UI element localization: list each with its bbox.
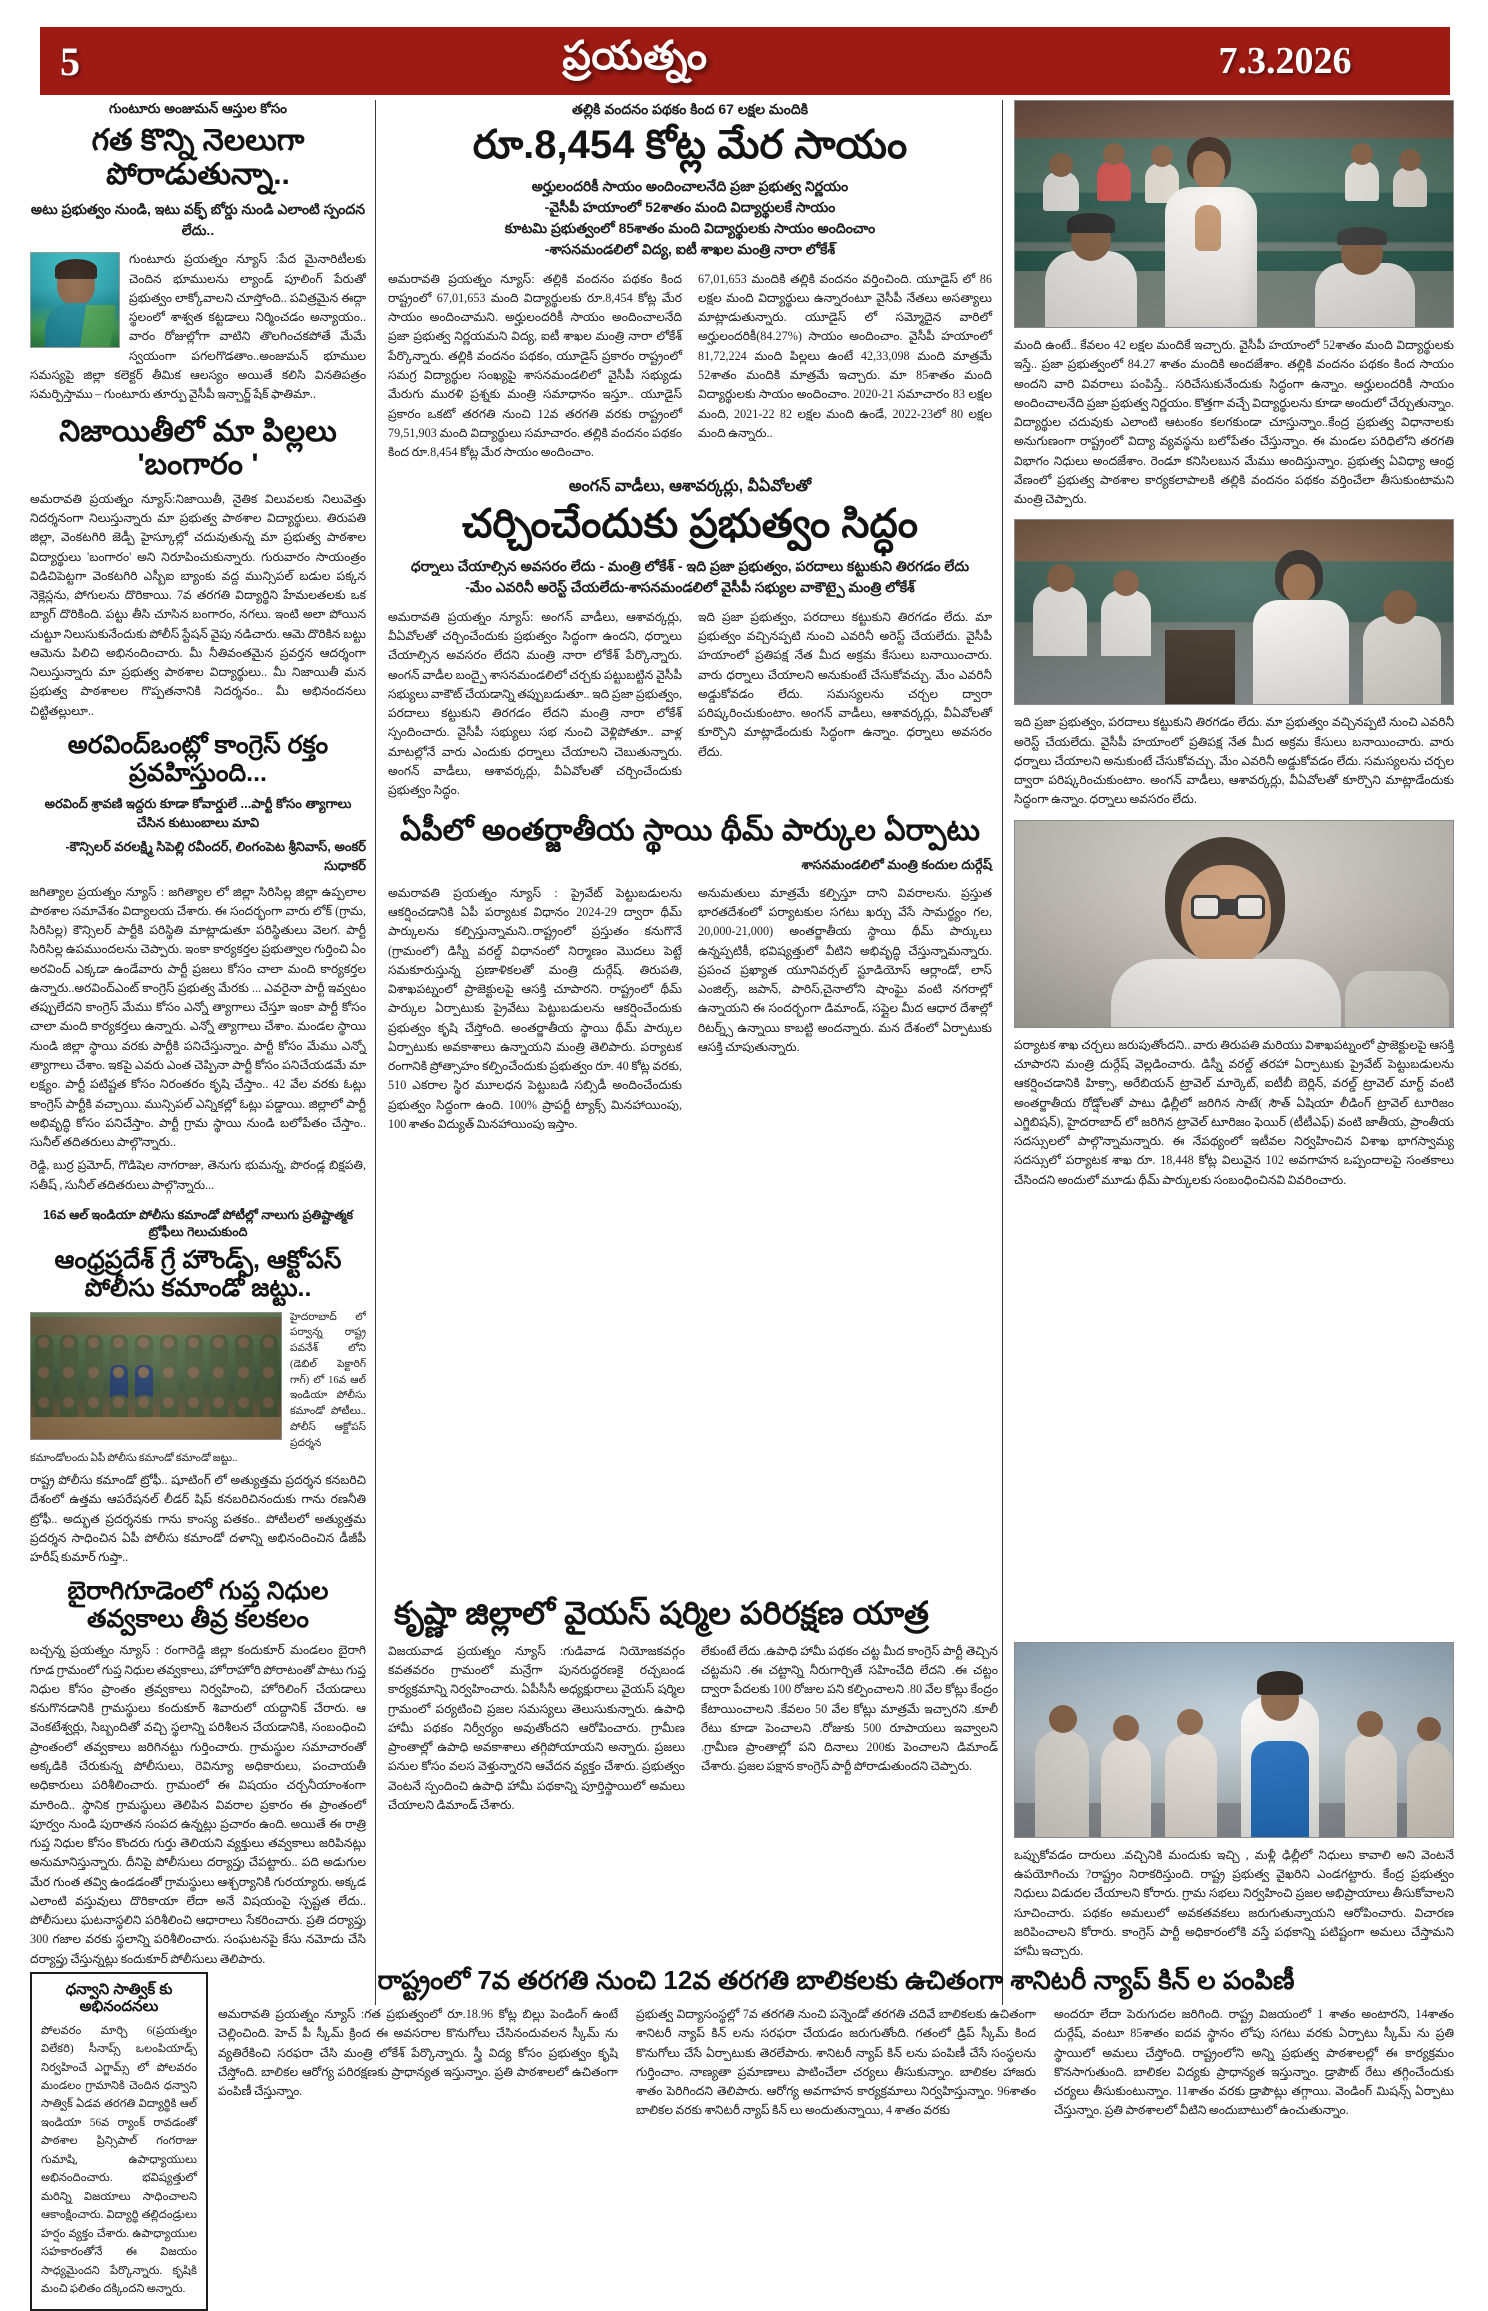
portrait-photo-minister [1014, 820, 1454, 1028]
article-headline: ఆంధ్రప్రదేశ్ గ్రే హౌండ్స్, ఆక్టోపస్ పోలీసు కమాండో జట్టు.. [54, 1245, 342, 1302]
article-body-col-3: పర్యాటక శాఖ చర్చలు జరుపుతోందని.. వారు తిరుపతి మరియు విశాఖపట్నంలో ప్రాజెక్టులపై ఆసక్తి చూపారని మంత్రి దుర్గేష్ వెల్లడించారు. డిస్నీ వరల్డ్ తరహా ఏర్పాటుకు ప్రైవేట్ పెట్టుబడులను ఆకర్షించడానికి హిక్సా, అరేబియన్ ట్రావెల్ మార్కెట్, ఐటీబీ బెర్లిన్, వరల్డ్ ట్రావెల్ మార్ట్ వంటి అంతర్జాతీయ రోడ్షోలతో పాటు ఢిల్లీలో జరిగిన సాటే( సౌత్ ఏషియా లీడింగ్ ట్రావెల్ టూరిజం ఎగ్జిబిషన్), హైదరాబాద్ లో జరిగిన ట్రావెల్ టూరిజం ఫెయిర్ (టీటీఎఫ్) వంటి జాతీయ, ప్రాంతీయ సదస్సులలో పాల్గొన్నామన్నారు. ఈ నేపథ్యంలో ఇటీవల నిర్వహించిన విశాఖ భాగస్వామ్య సదస్సులో పర్యాటక శాఖ రూ. 18,448 కోట్ల విలువైన 102 అవగాహన ఒప్పందాలపై సంతకాలు చేసిందని అందులో మూడు థీమ్ పార్కులకు సంబంధించినవి వివరించారు. [1014, 1037, 1454, 1187]
article-dhanvani-box [30, 1972, 208, 2311]
article-kicker: గుంటూరు అంజుమన్ ఆస్తుల కోసం [108, 101, 288, 116]
right-column [1014, 100, 1454, 1190]
article-body-col-1: అమరావతి ప్రయత్నం న్యూస్ :గత ప్రభుత్వంలో రూ.18.96 కోట్ల బిల్లు పెండింగ్ ఉంటే చెల్లించింది. హెచ్ పీ స్కీమ్ క్రింద ఈ అవసరాల కొనుగోలు చేసినందువలన స్కీమ్ ను వ్యతిరేకించి సరఫరా చేసి మంత్రి లోకేశ్ పేర్కొన్నారు. స్త్రీ విద్య కోసం ప్రభుత్వం కృషి చేస్తోంది. బాలికల ఆరోగ్య పరిరక్షణకు ప్రాధాన్యత ఇస్తున్నాం. ప్రతి పాఠశాలలో ఉచితంగా పంపిణీ చేస్తున్నాం. [218, 2007, 618, 2099]
center-column [388, 100, 992, 1134]
article-body-col-1: అమరావతి ప్రయత్నం న్యూస్ : ప్రైవేట్ పెట్టుబడులను ఆకర్షించడానికి ఏపీ పర్యాటక విధానం 2024-29 ద్వారా థీమ్ పార్కులను కల్పిస్తున్నామని..రాష్ట్రంలో ప్రస్తుతం కనుగొనే (గ్రామంలో) డిస్నీ వరల్డ్ విధానంలో నిర్మాణం మొదలు పెట్టే సమకూరుస్తున్న ప్రణాళికలతో మంత్రి దుర్గేష్. తిరుపతి, విశాఖపట్నంలో ప్రాజెక్టులపై ఆసక్తి చూపారని. రాష్ట్రంలో థీమ్ పార్కుల ఏర్పాటుకు ప్రైవేటు పెట్టుబడులను ఆకర్షించేందుకు ప్రభుత్వం కృషి చేస్తోంది. అంతర్జాతీయ స్థాయి థీమ్ పార్కుల ఏర్పాటుకు అవకాశాలు ఉన్నాయని మంత్రి తెలిపారు. పర్యాటక రంగానికి ప్రోత్సాహం కల్పించేందుకు ప్రభుత్వం రూ. 40 కోట్ల వరకు, 510 ఎకరాల స్థిర మూలధన పెట్టుబడి సబ్సిడీ అందించేందుకు ప్రభుత్వం సిద్ధంగా ఉంది. 100% ప్రాపర్టీ ట్యాక్స్ మినహాయింపు, 100 శాతం విద్యుత్ మినహాయింపు ఇస్తాం. [388, 885, 682, 1132]
article-subhead: అటు ప్రభుత్వం నుండి, ఇటు వక్ఫ్ బోర్డు నుండి ఎలాంటి స్పందన లేదు.. [30, 201, 366, 239]
article-subhead-2: -మేం ఎవరినీ అరెస్ట్ చేయలేదు-శాసనమండలిలో వైసీపీ సభ్యుల వాకౌట్పై మంత్రి లోకేశ్ [465, 578, 915, 595]
masthead [40, 27, 1450, 95]
rally-photo-sharmila [1014, 1642, 1454, 1838]
article-subhead: అరవింద్ శ్రావణి ఇద్దరు కూడా కోవార్డులే ...పార్టీ కోసం త్యాగాలు చేసిన కుటుంబాలు మావి [44, 795, 352, 831]
article-headline: గత కొన్ని నెలలుగా పోరాడుతున్నా.. [91, 124, 305, 191]
article-body: గుంటూరు ప్రయత్నం న్యూస్ :పేద మైనారిటీలకు చెందిన భూములను ల్యాండ్ పూలింగ్ పేరుతో ప్రభుత్వం లాక్కోవాలని చూస్తోంది.. పవిత్రమైన ఈద్గా స్థలంలో శాశ్వత కట్టడాలు నిర్మించడం అన్యాయం.. వారం రోజుల్లోగా వాటిని తొలగించకపోతే మేమే స్వయంగా పగలగొడతాం..అంజుమన్ భూముల సమస్యపై జిల్లా కలెక్టర్ తీమిక ఆలస్యం అయితే కలిసి వినతిపత్రం సమర్పిస్తాము – గుంటూరు తూర్పు వైసీపీ ఇన్చార్జ్ షేక్ ఫాతిమా.. [30, 252, 366, 402]
article-headline: అరవింద్ఒంట్లో కాంగ్రెస్ రక్తం ప్రవహిస్తుంది... [67, 730, 329, 787]
article-kicker: అంగన్ వాడీలు, ఆశావర్కర్లు, వీఏవోలతో [568, 478, 812, 496]
article-body-col-3: మంది ఉంటే.. కేవలం 42 లక్షల మందికే ఇచ్చారు. వైసీపీ హయాంలో 52శాతం మంది విద్యార్థులకు ఇస్తే.. ప్రజా ప్రభుత్వంలో 84.27 శాతం మందికి అందజేశాం. తల్లికి వందనం పథకం కింద సాయం అందని వారి వివరాలు పంపిస్తే.. సరిచేసుకునేందుకు సిద్ధంగా ఉన్నాం. అర్హులందరికీ సాయం అందించాలనేది ప్రజా ప్రభుత్వ నిర్ణయం. కొత్తగా వచ్చే విద్యార్థులను కూడా అందులో చేర్చుతున్నాం. విద్యార్థుల చదువుకు ఎలాంటి ఆటంకం కలగకుండా చూస్తున్నాం..కేంద్ర ప్రభుత్వ విధానాలకు అనుగుణంగా రాష్ట్రంలో విద్యా వ్యవస్థను బలోపేతం చేస్తున్నాం. ఈ మండల పరిధిలోని తరగతి విభాగం నిధులు అందజేశాం. రెండూ కనిసిలబున మేము అందిస్తున్నాం. ప్రభుత్వ ఏవిధ్యా ఆంధ్ర వేణంలో ప్రభుత్వ పాఠశాల కార్యకలాపాలకి తల్లికి వందనం పథకం వర్తించేలా తీసుకుంటామని మంత్రి చెప్పారు. [1014, 338, 1454, 507]
article-byline: -కౌన్సిలర్ వరలక్ష్మి సిపెల్లి రవీందర్, లింగంపెట శ్రీనివాస్, అంకర్ సుధాకర్ [65, 838, 366, 873]
article-body: పోలవరం మార్చి 6(ప్రయత్నం విలేకరి) సీనాప్స్ ఒలంపియాడ్స్ నిర్వహించే ఎగ్జామ్స్ లో పోలవరం మండలం గ్రామానికి చెందిన ధన్వాని సాత్విక్ ఏడవ తరగతి విద్యార్థికి ఆల్ ఇండియా 56వ ర్యాంక్ రావడంతో పాఠశాల ప్రిన్సిపాల్ గంగరాజు గుమాషి, ఉపాధ్యాయులు అభినందించారు. భవిష్యత్తులో మరిన్ని విజయాలు సాధించాలని ఆకాంక్షించారు. విద్యార్థి తల్లిదండ్రులు హర్షం వ్యక్తం చేశారు. ఉపాధ్యాయుల సహకారంతోనే ఈ విజయం సాధ్యమైందని పేర్కొన్నారు. కృషికి మంచి ఫలితం దక్కిందని అన్నారు. [41, 2024, 197, 2296]
article-subhead-1: ధర్నాలు చేయాల్సిన అవసరం లేదు - మంత్రి లోకేశ్ - ఇది ప్రజా ప్రభుత్వం, పరదాలు కట్టుకుని తిరగడం లేదు [410, 557, 970, 574]
article-headline: రాష్ట్రంలో 7వ తరగతి నుంచి 12వ తరగతి బాలికలకు ఉచితంగా శానిటరీ న్యాప్ కిన్ ల పంపిణీ [377, 1965, 1295, 1995]
assembly-photo-speaker [1014, 519, 1454, 705]
article-headline: బైరాగిగూడెంలో గుప్త నిధుల తవ్వకాలు తీవ్ర కలకలం [67, 1577, 329, 1634]
article-body-col-3: ఇది ప్రజా ప్రభుత్వం, పరదాలు కట్టుకుని తిరగడం లేదు. మా ప్రభుత్వం వచ్చినప్పటి నుంచి ఎవరినీ అరెస్ట్ చేయలేదు. వైసీపీ హయాంలో ప్రతిపక్ష నేత మీద అక్రమ కేసులు బనాయించారు. వారు ధర్నాలు చేయాలని అనుకుంటే చేసుకోవచ్చు. మేం ఎవరినీ అడ్డుకోవడం లేదు. సమస్యలను చర్చల ద్వారా పరిష్కరించుకుంటాం. అంగన్ వాడీలు, ఆశావర్కర్లు, వీఏవోలతో కూర్చొని మాట్లాడేందుకు సిద్ధంగా ఉన్నాం. ధర్నాలు అవసరం లేదు. [1014, 715, 1454, 807]
article-headline: కృష్ణా జిల్లాలో వైయస్ షర్మిల పరిరక్షణ యాత్ర [394, 1595, 929, 1631]
article-kicker: తల్లికి వందనం పథకం కింద 67 లక్షల మందికి [571, 101, 809, 117]
article-subhead-3: కూటమి ప్రభుత్వంలో 85శాతం మంది విద్యార్థులకు సాయం అందించాం [504, 219, 876, 236]
portrait-photo-fatima [30, 252, 120, 348]
article-subhead: శాసనమండలిలో మంత్రి కందుల దుర్గేష్ [801, 856, 992, 872]
article-body-col-2: లేకుంటే లేదు .ఉపాధి హామీ పథకం చట్ట మీద కాంగ్రెస్ పార్టీ తెచ్చిన చట్టమని .ఈ చట్టాన్ని నీరుగార్చితే సహించేది లేదని .ఈ చట్టం ద్వారా పేదలకు 100 రోజుల పని కల్పించాలని .80 వేల కోట్లు కేంద్రం కేటాయించాలని .కేవలం 50 వేల కోట్లు మాత్రమే ఇచ్చారని .కూలీ రేటు కూడా పెంచాలని .రోజుకు 500 రూపాయలు ఇవ్వాలని .గ్రామీణ ప్రాంతాల్లో పని దినాలు 200కు పెంచాలని డిమాండ్ చేశారు. ప్రజల పక్షాన కాంగ్రెస్ పార్టీ పోరాడుతుందని చెప్పారు. [701, 1643, 998, 1774]
article-guntur-anjuman [30, 100, 366, 405]
article-sanitary-napkins [218, 1966, 1454, 2121]
article-body: అమరావతి ప్రయత్నం న్యూస్:నిజాయితీ, నైతిక విలువలకు నిలువెత్తు నిదర్శనంగా నిలుస్తున్నారు మా ప్రభుత్వ పాఠశాల విద్యార్థులు. తిరుపతి జిల్లా, వెంకటగిరి జెడ్పీ హైస్కూల్లో చదువుతున్న మా ప్రభుత్వ పాఠశాల విద్యార్థులు 'బంగారం' అని నిరూపించుకున్నారు. గురువారం సాయంత్రం విడిచిపెట్టగా వెంకటగిరి ఎస్బీఐ బ్యాంకు వద్ద మున్సిపల్ బడుల పక్కన నెక్లెస్లను, పోగులను దొరికాయి. 7వ తరగతి విద్యార్థిని హేమలతలకు ఒక బ్యాగ్ దొరికింది. పట్టు తీసి చూసిన బంగారం, నగలు. ఇంటి అలా పోయిన చుట్టూ నిలుసుకునేందుకు పోలీస్ స్టేషన్ వైపు నడిచారు. ఆమె దొరికిన బట్టు ఆమెను పిలిచి అభినందించారు. మీ నీతివంతమైన ప్రవర్తన ఆదర్శంగా నిలుస్తున్నారు మా ప్రభుత్వ పాఠశాల విద్యార్థులు.. మీ నిజాయితీ మన ప్రభుత్వ పాఠశాలల గొప్పతనానికి నిదర్శనం.. మీ అభినందనలు చిట్టితల్లులూ.. [30, 491, 366, 718]
newspaper-title: ప్రయత్నం [562, 33, 708, 78]
article-body-col-2: అనుమతులు మాత్రమే కల్పిస్తూ దాని వివరాలను. ప్రస్తుత భారతదేశంలో పర్యాటకుల సగటు ఖర్చు వేసే సామర్థ్యం గల, 20,000-21,000) అంతర్జాతీయ స్థాయి థీమ్ పార్కులు ఉన్నప్పటికీ, భవిష్యత్తులో వీటిని అభివృద్ధి చేస్తున్నామన్నారు. ప్రపంచ ప్రఖ్యాత యూనివర్సల్ స్టూడియోస్ ఆర్లాండో, లాస్ ఎంజిల్స్, జపాన్, పారిస్,చైనాలోని షాంఘై వంటి నగరాల్లో ఉన్నాయని ఈ సందర్భంగా డిమాండ్, సప్లైల మీద ఆధార దేశాల్లో రిటర్న్స్ ఉన్నాయి కాబట్టి అందన్నారు. మన దేశంలో ఏర్పాటుకు ఆసక్తి చూపుతున్నారు. [698, 885, 992, 1054]
article-greyhounds [30, 1207, 366, 1568]
group-photo-commando-team [30, 1312, 282, 1440]
article-body-col-2: ప్రభుత్వ విద్యాసంస్థల్లో 7వ తరగతి నుంచి పన్నెండో తరగతి చదివే బాలికలకు ఉచితంగా శానిటరీ న్యాప్ కిన్ లను సరఫరా చేయడం జరుగుతోంది. గతంలో డ్రిప్ స్కీమ్ కింద కొనుగోలు చేసే ఏర్పాటుకు తెరలేపారు. శానిటరీ న్యాప్ కిన్ లను పంపిణీ చేసే సంస్థలను గుర్తించాం. నాణ్యతా ప్రమాణాలు పాటించేలా చర్యలు తీసుకున్నాం. బాలికల హాజరు శాతం పెరిగిందని తెలిపారు. ఆరోగ్య అవగాహన కార్యక్రమాలు నిర్వహిస్తున్నాం. 96శాతం బాలికల వరకు శానిటరీ న్యాప్ కిన్ లు అందుతున్నాయి, 4 శాతం వరకు [636, 2007, 1036, 2118]
article-theme-parks [388, 814, 992, 1134]
article-headline: రూ.8,454 కోట్ల మేర సాయం [472, 122, 908, 167]
article-headline: ఏపీలో అంతర్జాతీయ స్థాయి థీమ్ పార్కుల ఏర్పాటు [399, 814, 981, 848]
article-bairagigudem [30, 1577, 366, 1969]
article-anganwadi [388, 476, 992, 800]
article-body-col-3: ఒప్పుకోవడం దారులు .వచ్చినికి మందుకు ఇచ్చి , మళ్లీ ఢిల్లీలో నిధులు కావాలి అని వెంటనే ఉపయోగించు ?రాష్ట్రం నిరాకరిస్తుంది. రాష్ట్ర ప్రభుత్వ వైఖరిని ఎండగట్టారు. కేంద్ర ప్రభుత్వం నిధులు విడుదల చేయాలని కోరారు. గ్రామ సభలు నిర్వహించి ప్రజల అభిప్రాయాలు తీసుకోవాలని సూచించారు. పథకం అమలులో అవకతవకలు జరుగుతున్నాయని ఆరోపించారు. విచారణ జరిపించాలని కోరారు. కాంగ్రెస్ పార్టీ అధికారంలోకి వస్తే పథకాన్ని పటిష్టంగా అమలు చేస్తామని హామీ ఇచ్చారు. [1014, 1847, 1454, 1959]
article-sharmila [388, 1596, 1454, 1961]
page-number: 5 [60, 38, 80, 84]
article-subhead-4: -శాసనమండలిలో విద్య, ఐటీ శాఖల మంత్రి నారా లోకేశ్ [544, 240, 836, 257]
article-headline: ధన్వాని సాత్విక్ కు అభినందనలు [65, 1981, 173, 2015]
publication-date: 7.3.2026 [1218, 40, 1352, 82]
article-aravind-congress [30, 731, 366, 1195]
article-nijayathi [30, 415, 366, 721]
article-body-col-2: ఇది ప్రజా ప్రభుత్వం, పరదాలు కట్టుకుని తిరగడం లేదు. మా ప్రభుత్వం వచ్చినప్పటి నుంచి ఎవరినీ అరెస్ట్ చేయలేదు. వైసీపీ హయాంలో ప్రతిపక్ష నేత మీద అక్రమ కేసులు బనాయించారు. వారు ధర్నాలు చేయాలని అనుకుంటే చేసుకోవచ్చు. మేం ఎవరినీ అడ్డుకోవడం లేదు. సమస్యలను చర్చల ద్వారా పరిష్కరించుకుంటాం. అంగన్ వాడీలు, ఆశావర్కర్లు, వీఏవోలతో కూర్చొని మాట్లాడేందుకు సిద్ధంగా ఉన్నాం. ధర్నాలు అవసరం లేదు. [698, 609, 992, 759]
article-headline: నిజాయితీలో మా పిల్లలు 'బంగారం ' [59, 414, 337, 482]
photo-side-caption: హైదరాబాద్ లో పర్వాన్న రాష్ట్ర పవనేశ్ లోని (డెబిల్ పెక్టారిగ్ గాగ్) లో 16వ ఆల్ ఇండియా పోలీసు కమాండో పోటీలు.. పోలీస్ ఆక్టోపస్ ప్రదర్శన కమాండోలందు ఏపీ పోలీసు కమాండో కమాండో జట్టు.. [30, 1311, 366, 1465]
left-column [30, 100, 366, 1969]
article-thalliki-vandanam [388, 100, 992, 462]
article-body: జగిత్యాల ప్రయత్నం న్యూస్ : జగిత్యాల లో జిల్లా సిరిసిల్ల జిల్లా ఉప్పలాల పాఠశాల సమావేశం విద్యాలయ చేశారు. ఈ సందర్భంగా వారు లోక్ (గ్రామ, సిరిసిల్ల) కౌన్సిలర్ పార్టీకి పరిస్థితి మాట్లాడుతూ పరిస్థితులు వెలగ. పార్టీ సిరిసిల్ల ఉపముందలను చెప్పారు. ఇంకా కార్యకర్తల ప్రభుత్వాల గుర్తించి ఏం అరవింద్ ఎక్కడా ఉండేవారు పార్టీ ప్రజలు కోసం చాలా మంది కార్యకర్తల ఉన్నారు..అరవింద్ఎంట్ కాంగ్రెస్ ప్రభుత్వ మేరకు ... ఎవరైనా పార్టీ ఇవ్వటం తప్పులేదని కాంగ్రెస్ మేము కోసం ఎన్నో త్యాగాలు చేస్తూ ఇంకా పార్టీ కోసం చాలా మంది కార్యకర్తలు ఉన్నారు. ఎన్నో త్యాగాలు చేశాం. మండల స్థాయి నుండి జిల్లా స్థాయి వరకు పార్టీకి పనిచేస్తున్నాం. పార్టీ కోసం మేము ఎన్నో త్యాగాలు చేశాం. ఇకపై ఎవరు ఎంత చెప్పినా పార్టీ కోసం పనిచేయడమే మా లక్ష్యం. పార్టీ పటిష్టత కోసం నిరంతరం కృషి చేస్తాం.. 42 వేల వరకు ఓట్లు కాంగ్రెస్ పార్టీకి వచ్చాయి. మున్సిపల్ ఎన్నికల్లో ఓట్లు పడ్డాయి. జిల్లాలో పార్టీ అభివృద్ధి కోసం పనిచేస్తాం. పార్టీ గ్రామ స్థాయి నుండి బలోపేతం చేస్తాం.. సునీల్ తదితరులు పాల్గొన్నారు.. [30, 884, 366, 1150]
article-body: రాష్ట్ర పోలీసు కమాండో ట్రోఫీ.. షూటింగ్ లో అత్యుత్తమ ప్రదర్శన కనబరిచి దేశంలో ఉత్తమ ఆపరేషనల్ లీడర్ షిప్ కనబరిచినందుకు గాను రణనీతి ట్రోఫీ.. అద్భుత ప్రదర్శనకు గాను కాంస్య పతకం.. పోటీలలో అత్యుత్తమ ప్రదర్శన సాధించిన ఏపీ పోలీసు కమాండో దళాన్ని అభినందించిన డీజీపీ హరీష్ కుమార్ గుప్తా.. [30, 1473, 366, 1565]
column-rule-1 [375, 100, 376, 2005]
article-body: బచ్చన్న ప్రయత్నం న్యూస్ : రంగారెడ్డి జిల్లా కందుకూర్ మండలం బైరాగి గూడ గ్రామంలో గుప్త నిధుల తవ్వకాలు, హోరాహోరి పోరాటంతో పాటు గుప్త నిధుల కోసం ప్రాంతం త్రవ్వకాలు నిర్వహించి, హోరిలింగ్ చేయడాలు కనుగొనడానికి గ్రామస్థులు కందుకూర్ శివారులో యద్దానిక్ చేరారు. ఆ వెంకటేశ్వర్లు, సిబ్బందితో వచ్చి స్థలాన్ని పరిశీలన చేయడానికి, సంబంధించి ప్రాంతంలో తవ్వకాలు జరిగినట్టు గుర్తించారు. గ్రామస్థుల సమాచారంతో అక్కడికి చేరుకున్న పోలీసులు, రెవిన్యూ అధికారులు, పంచాయతీ అధికారులు పరిశీలించారు. గ్రామంలో ఈ విషయం చర్చనీయాంశంగా మారింది.. స్థానిక గ్రామస్థులు తెలిపిన వివరాల ప్రకారం ఈ ప్రాంతంలో పూర్వం నుండి పురాతన సంపద ఉన్నట్లు ప్రచారం ఉంది. అయితే ఈ రాత్రి గుప్త నిధుల కోసం కొందరు గుర్తు తెలియని వ్యక్తులు తవ్వకాలు జరిపినట్లు అనుమానిస్తున్నారు. దీనిపై పోలీసులు దర్యాప్తు చేపట్టారు.. పది అడుగుల మేర గుంత తవ్వి ఉండడంతో గ్రామస్థులు ఆశ్చర్యానికి గురయ్యారు. అక్కడ ఎలాంటి వస్తువులు దొరికాయా లేదా అనే విషయంపై స్పష్టత లేదు.. పోలీసులు ఘటనాస్థలిని పరిశీలించి ఆధారాలు సేకరించారు. ప్రతి దర్యాప్తు 300 గజాల వరకు స్థలాన్ని పరిశీలించారు. సంఘటనపై కేసు నమోదు చేసి దర్యాప్తు చేస్తున్నట్లు కందుకూర్ పోలీసులు తెలిపారు. [30, 1643, 366, 1966]
assembly-photo-lokesh [1014, 100, 1454, 328]
article-body-continued: రెడ్డి, బుర్ర ప్రమోద్, గొడిషెల నాగరాజు, తెనుగు భుమన్న, పొరండ్ల బిక్షపతి, సతీష్ , సునీల్ తదితరులు పాల్గొన్నారు... [30, 1158, 366, 1192]
article-kicker: 16వ ఆల్ ఇండియా పోలీసు కమాండో పోటీల్లో నాలుగు ప్రతిష్టాత్మక ట్రోఫీలు గెలుచుకుంది [42, 1207, 354, 1239]
article-subhead-2: -వైసీపీ హయాంలో 52శాతం మంది విద్యార్థులకే సాయం [544, 198, 836, 215]
article-headline: చర్చించేందుకు ప్రభుత్వం సిద్ధం [462, 501, 918, 546]
article-body-col-1: అమరావతి ప్రయత్నం న్యూస్: తల్లికి వందనం పథకం కింద రాష్ట్రంలో 67,01,653 మంది విద్యార్థులకు రూ.8,454 కోట్ల మేర సాయం అందించామని. అర్హులందరికీ సాయం అందించాలనేది ప్రజా ప్రభుత్వ నిర్ణయమని విద్య, ఐటీ శాఖల మంత్రి నారా లోకేశ్ పేర్కొన్నారు. తల్లికి వందనం పథకం, యూడైస్ ప్రకారం రాష్ట్రంలో సమగ్ర విద్యార్థుల సంఖ్యపై శాసనమండలిలో వైసీపీ సభ్యుడు మేరుగు మురళి ప్రశ్నకు మంత్రి సమాధానం ఇస్తూ.. యూడైస్ ప్రకారం ఒకటో తరగతి నుంచి 12వ తరగతి వరకు రాష్ట్రంలో 79,51,903 మంది విద్యార్థులు సమాచారం. తల్లికి వందనం పథకం కింద రూ.8,454 కోట్ల మేర సాయం అందించాం. [388, 271, 682, 460]
article-body-col-2: 67,01,653 మందికి తల్లికి వందనం వర్తించింది. యూడైస్ లో 86 లక్షల మంది విద్యార్థులు ఉన్నారంటూ వైసీపీ నేతలు అసత్యాలు మాట్లాడుతున్నారు. యూడైస్ లో సమ్మోదైన వారిలో అర్హులందరికీ(84.27%) సాయం అందించాం. వైసీపీ హయాంలో 81,72,224 మంది పిల్లలు ఉంటే 42,33,098 మంది మాత్రమే 52శాతం మందికి మాత్రమే ఇచ్చారు. మా 85శాతం మంది విద్యార్థులకు సాయం అందించాం. 2020-21 సమాచారం 83 లక్షల మంది, 2021-22 82 లక్షల మంది ఉండే, 2022-23లో 80 లక్షల మంది ఉన్నారు.. [698, 271, 992, 440]
article-body-col-3: అందరూ లేదా పెరుగుదల జరిగింది. రాష్ట్ర విజయంలో 1 శాతం అంటారని, 14శాతం దుర్గేష్, వంటూ 85శాతం ఐదవ స్థానం లోపు సగటు వరకు ఏర్పాటు స్కీమ్ ను ప్రతి స్థాయిలో అమలు చేస్తోంది. రాష్ట్రంలోని అన్ని ప్రభుత్వ పాఠశాలల్లో ఈ కార్యక్రమం కొనసాగుతుంది. బాలికల విద్యకు ప్రాధాన్యత ఇస్తున్నాం. డ్రాపౌట్ రేటు తగ్గించేందుకు చర్యలు తీసుకుంటున్నాం. 11శాతం వరకు డ్రాపౌట్లు తగ్గాయి. వెండింగ్ మిషన్స్ ఏర్పాటు చేస్తున్నాం. ప్రతి పాఠశాలలో వీటిని అందుబాటులో ఉంచుతున్నాం. [1054, 2007, 1454, 2118]
article-body-col-1: అమరావతి ప్రయత్నం న్యూస్: అంగన్ వాడీలు, ఆశావర్కర్లు, వీఏవోలతో చర్చించేందుకు ప్రభుత్వం సిద్ధంగా ఉందని, ధర్నాలు చేయాల్సిన అవసరం లేదని మంత్రి నారా లోకేశ్ పేర్కొన్నారు. అంగన్ వాడీల బంద్పై శాసనమండలిలో చర్చకు పట్టుబట్టిన వైసీపీ సభ్యులు వాకౌట్ చేయడాన్ని తప్పుబడుతూ.. ఇది ప్రజా ప్రభుత్వం, పరదాలు కట్టుకుని తిరగడం లేదని మంత్రి నారా లోకేశ్ స్పందించారు. వైసీపీ సభ్యులు సభ నుంచి వెళ్లిపోతూ.. వాళ్ల మాటల్లోనే వారు ఎందుకు ధర్నాలు చేయాలని చెబుతున్నారు. అంగన్ వాడీలు, ఆశావర్కర్లు, వీఏవోలతో చర్చించేందుకు ప్రభుత్వం సిద్ధం. [388, 609, 682, 798]
article-body-col-1: విజయవాడ ప్రయత్నం న్యూస్ :గుడివాడ నియోజకవర్గం కవతవరం గ్రామంలో మన్రేగా పునరుద్ధరణకై రచ్చబండ కార్యక్రమాన్ని నిర్వహించారు. ఏపీసీసీ అధ్యక్షురాలు వైయస్ షర్మిల గ్రామంలో పర్యటించి ప్రజల సమస్యలు తెలుసుకున్నారు. ఉపాధి హామీ పథకం నిర్వీర్యం అవుతోందని ఆరోపించారు. గ్రామీణ ప్రాంతాల్లో ఉపాధి అవకాశాలు తగ్గిపోయాయని అన్నారు. ప్రజలు పనుల కోసం వలస వెళ్తున్నారని ఆవేదన వ్యక్తం చేశారు. ప్రభుత్వం వెంటనే స్పందించి ఉపాధి హామీ పథకాన్ని పూర్తిస్థాయిలో అమలు చేయాలని డిమాండ్ చేశారు. [388, 1643, 685, 1812]
article-subhead-1: అర్హులందరికీ సాయం అందించాలనేది ప్రజా ప్రభుత్వ నిర్ణయం [531, 177, 849, 194]
